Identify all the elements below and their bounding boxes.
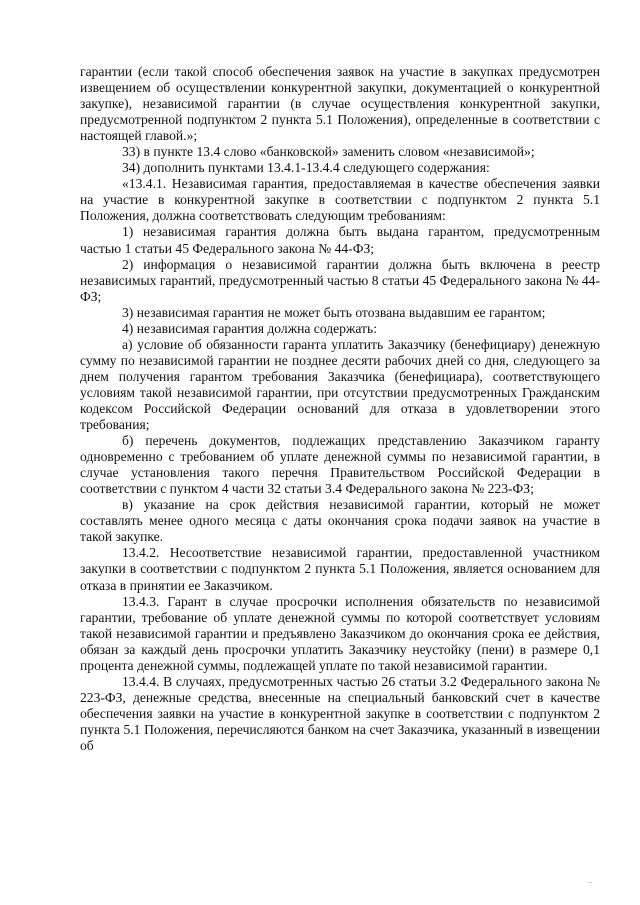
paragraph-requirement-4: 4) независимая гарантия должна содержать: bbox=[122, 320, 377, 336]
paragraph-requirement-1: 1) независимая гарантия должна быть выдана гарантом, предусмотренным частью 1 статьи 45 Федерального закона № 44-ФЗ; bbox=[80, 224, 600, 256]
paragraph-13-4-2: 13.4.2. Несоответствие независимой гарантии, предоставленной участником закупки в соответствии с подпунктом 2 пункта 5.1 Положения, является основанием для отказа в принятии ее Заказчиком. bbox=[80, 545, 600, 593]
paragraph-guarantee-continuation: гарантии (если такой способ обеспечения заявок на участие в закупках предусмотрен извещением об осуществлении конкурентной закупки, документацией о конкурентной закупке), независимой гарантии (в случае осуществления конкурентной закупки, предусмотренной подпунктом 2 пункта 5.1 Положения), определенные в соответствии с настоящей главой.»; bbox=[80, 64, 600, 144]
paragraph-subitem-b: б) перечень документов, подлежащих представлению Заказчиком гаранту одновременно с требованием об уплате денежной суммы по независимой гарантии, в случае установления такого перечня Правительством Российской Федерации в соответствии с пунктом 4 части 32 статьи 3.4 Федерального закона № 223-ФЗ; bbox=[80, 433, 600, 497]
paragraph-requirement-3: 3) независимая гарантия не может быть отозвана выдавшим ее гарантом; bbox=[122, 304, 546, 320]
document-body bbox=[80, 64, 600, 754]
scan-speck bbox=[588, 882, 592, 883]
paragraph-requirement-2: 2) информация о независимой гарантии должна быть включена в реестр независимых гарантий, предусмотренный частью 8 статьи 45 Федерального закона № 44-ФЗ; bbox=[80, 256, 600, 304]
paragraph-13-4-1: «13.4.1. Независимая гарантия, предоставляемая в качестве обеспечения заявки на участие в конкурентной закупке в соответствии с подпунктом 2 пункта 5.1 Положения, должна соответствовать следующим требованиям: bbox=[80, 176, 600, 224]
paragraph-13-4-4: 13.4.4. В случаях, предусмотренных частью 26 статьи 3.2 Федерального закона № 223-ФЗ, денежные средства, внесенные на специальный банковский счет в качестве обеспечения заявки на участие в конкурентной закупке в соответствии с подпунктом 2 пункта 5.1 Положения, перечисляются банком на счет Заказчика, указанный в извещении об bbox=[80, 673, 600, 753]
paragraph-subitem-a: а) условие об обязанности гаранта уплатить Заказчику (бенефициару) денежную сумму по независимой гарантии не позднее десяти рабочих дней со дня, следующего за днем получения гарантом требования Заказчика (бенефициара), соответствующего условиям такой независимой гарантии, при отсутствии предусмотренных Гражданским кодексом Российской Федерации оснований для отказа в удовлетворении этого требования; bbox=[80, 336, 600, 433]
paragraph-item-33: 33) в пункте 13.4 слово «банковской» заменить словом «независимой»; bbox=[122, 144, 535, 160]
paragraph-subitem-v: в) указание на срок действия независимой гарантии, который не может составлять менее одного месяца с даты окончания срока подачи заявок на участие в такой закупке. bbox=[80, 497, 600, 545]
paragraph-13-4-3: 13.4.3. Гарант в случае просрочки исполнения обязательств по независимой гарантии, требование об уплате денежной суммы по которой соответствует условиям такой независимой гарантии и предъявлено Заказчиком до окончания срока ее действия, обязан за каждый день просрочки уплатить Заказчику неустойку (пени) в размере 0,1 процента денежной суммы, подлежащей уплате по такой независимой гарантии. bbox=[80, 593, 600, 673]
paragraph-item-34: 34) дополнить пунктами 13.4.1-13.4.4 следующего содержания: bbox=[122, 160, 490, 176]
